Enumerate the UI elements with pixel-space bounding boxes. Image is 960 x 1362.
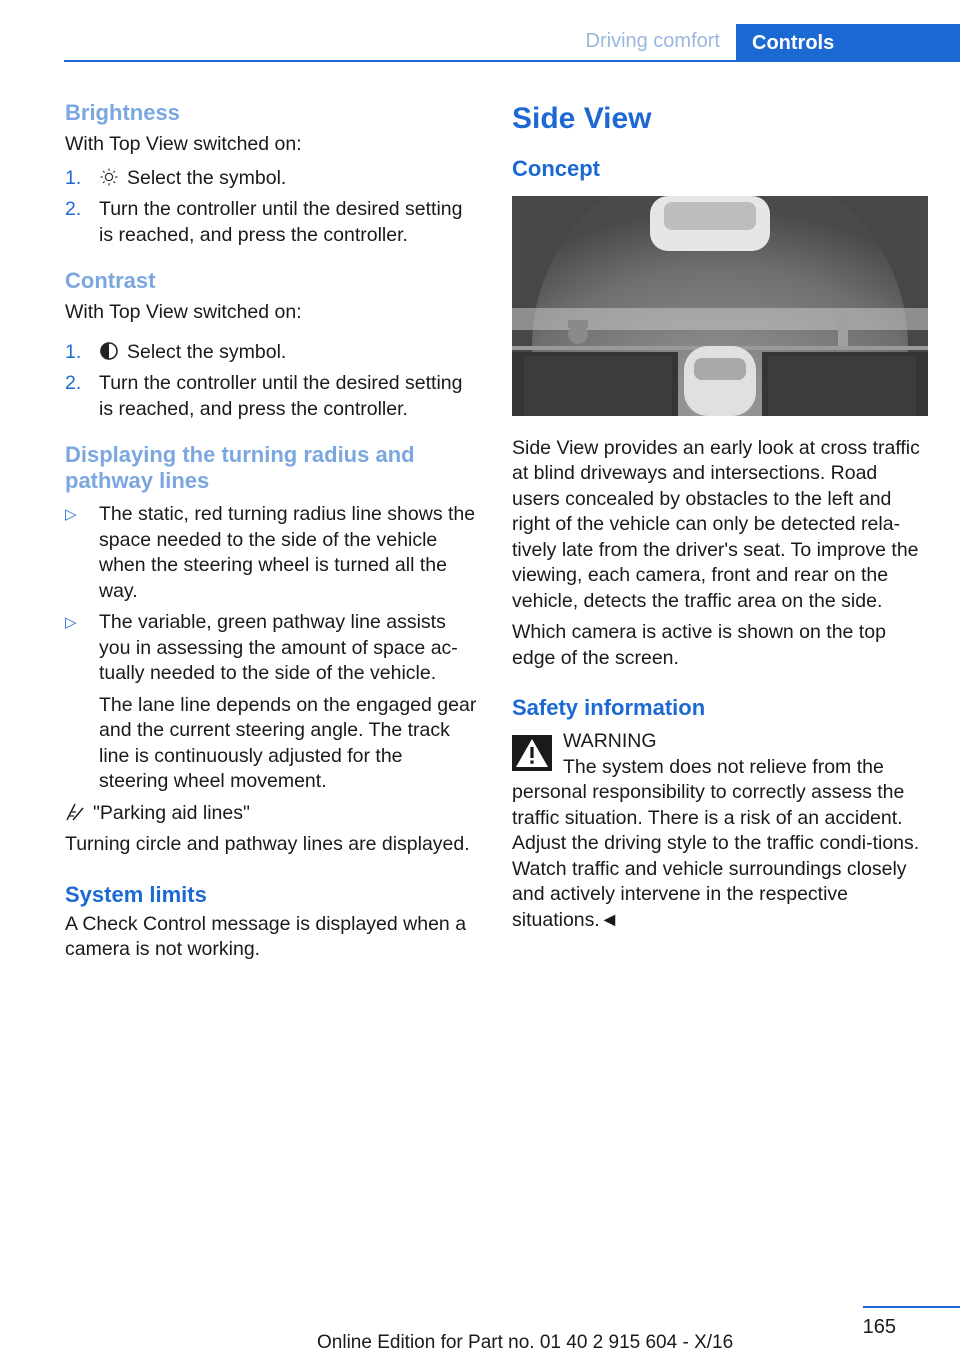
turning-radius-heading: Displaying the turning radius and pathway lines <box>65 442 415 493</box>
brightness-icon <box>99 167 119 187</box>
bullet-triangle-icon: ▷ <box>65 506 77 523</box>
list-item <box>65 371 477 422</box>
header-rule <box>64 60 960 62</box>
turning-result-text: Turning circle and pathway lines are displayed. <box>65 833 470 855</box>
step-text: Select the symbol. <box>127 340 287 363</box>
brightness-steps <box>65 166 477 249</box>
header-section-label: Driving comfort <box>585 30 720 52</box>
step-number: 2. <box>65 198 82 220</box>
list-item <box>65 610 477 687</box>
step-text: Select the symbol. <box>127 166 287 189</box>
contrast-intro: With Top View switched on: <box>65 301 302 323</box>
side-view-camera-illustration <box>512 196 928 416</box>
page-number: 165 <box>862 1316 896 1338</box>
list-item <box>65 502 477 604</box>
warning-triangle-icon <box>512 735 552 771</box>
bullet-text: The variable, green pathway line assists you in assessing the amount of space ac-tually needed to the side of the vehicle. <box>99 611 458 684</box>
edition-text: Online Edition for Part no. 01 40 2 915 604 - X/16 <box>317 1332 734 1353</box>
brightness-heading: Brightness <box>65 100 180 125</box>
header-chapter-tab <box>736 24 960 62</box>
step-number: 1. <box>65 340 82 363</box>
system-limits-heading: System limits <box>65 881 207 907</box>
concept-heading: Concept <box>512 156 600 181</box>
contrast-heading: Contrast <box>65 268 156 293</box>
brightness-intro: With Top View switched on: <box>65 133 302 155</box>
concept-text-2: Which camera is active is shown on the top edge of the screen. <box>512 621 886 669</box>
right-column <box>512 100 928 933</box>
system-limits-text: A Check Control message is displayed when a camera is not working. <box>65 912 467 960</box>
list-item <box>65 166 477 192</box>
header-chapter-label: Controls <box>752 31 835 54</box>
list-item <box>65 197 477 248</box>
bullet-triangle-icon: ▷ <box>65 614 77 631</box>
side-view-heading: Side View <box>512 102 652 135</box>
step-text: Turn the controller until the desired setting is reached, and press the controller. <box>99 198 463 246</box>
page-header <box>64 24 960 62</box>
left-column <box>65 100 477 963</box>
list-item <box>65 340 477 366</box>
safety-information-heading: Safety information <box>512 695 706 720</box>
parking-aid-menu-item: "Parking aid lines" <box>93 801 250 824</box>
contrast-steps <box>65 340 477 423</box>
warning-text: The system does not relieve from the personal responsibility to correctly assess the traffic situation. There is a risk of an accident. Adjust the driving style to the traffic condi-tions. Watch traffic and vehicle surroundings closely and actively intervene in the respective situations.◄ <box>512 755 920 931</box>
parking-aid-menu-line <box>65 801 477 827</box>
lane-line-note: The lane line depends on the engaged gear and the current steering angle. The track line is continuously adjusted for the steering wheel movement. <box>99 693 477 792</box>
step-text: Turn the controller until the desired setting is reached, and press the controller. <box>99 372 463 420</box>
contrast-icon <box>99 341 119 361</box>
step-number: 1. <box>65 166 82 189</box>
warning-label: WARNING <box>563 730 657 752</box>
step-number: 2. <box>65 372 82 394</box>
footer-rule <box>863 1306 960 1308</box>
parking-aid-lines-icon <box>65 802 85 822</box>
turning-radius-bullets <box>65 502 477 687</box>
concept-text: Side View provides an early look at cross traffic at blind driveways and intersections. Road users concealed by obstacles to the left and right of the vehicle can only be detected rela-tively late from the driver's seat. To improve the viewing, each camera, front and rear on the vehicle, detects the traffic area on the side. <box>512 436 920 612</box>
warning-block <box>512 729 928 755</box>
bullet-text: The static, red turning radius line shows the space needed to the side of the vehicle when the steering wheel is turned all the way. <box>99 503 476 602</box>
